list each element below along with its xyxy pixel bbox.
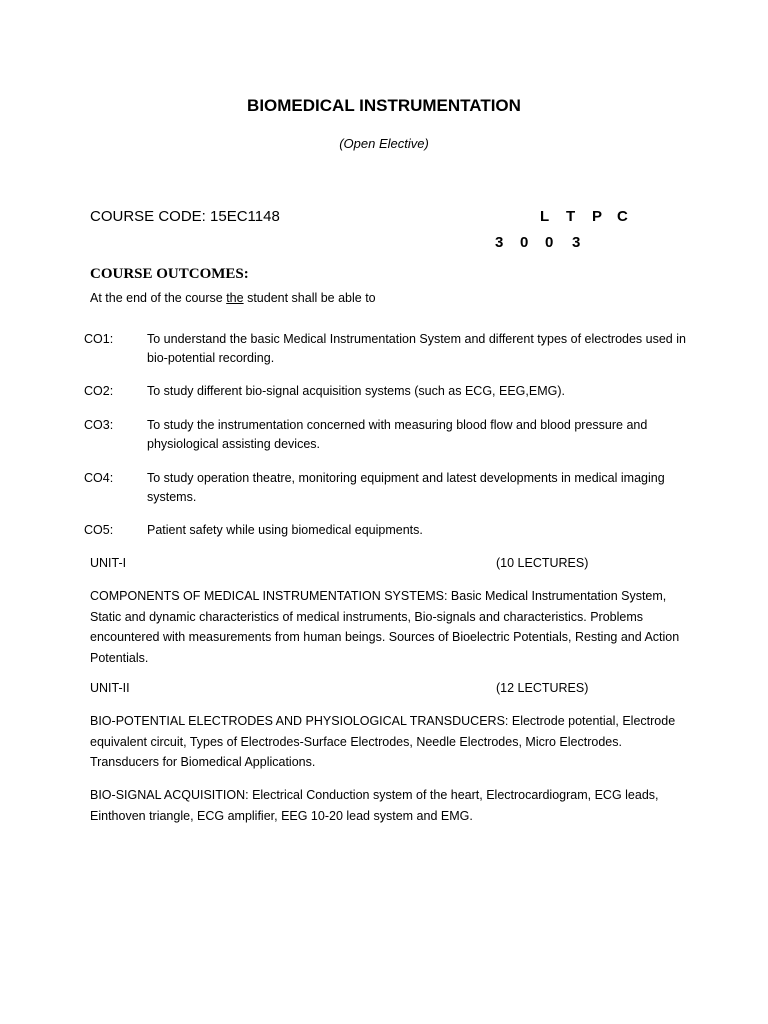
intro-after: student shall be able to xyxy=(243,291,376,305)
ltpc-headers xyxy=(540,208,628,225)
ltpc-header-c: C xyxy=(617,208,628,225)
outcome-text-co3: To study the instrumentation concerned with measuring blood flow and blood pressure and physiological assisting devices. xyxy=(147,418,648,451)
unit-2-lectures: (12 LECTURES) xyxy=(496,681,589,695)
ltpc-header-t: T xyxy=(566,208,576,225)
outcome-text-co1: To understand the basic Medical Instrumentation System and different types of electrodes used in bio-potential recording. xyxy=(147,332,686,365)
course-code: COURSE CODE: 15EC1148 xyxy=(90,208,280,225)
ltpc-value-l: 3 xyxy=(495,234,504,251)
intro-before: At the end of the course xyxy=(90,291,227,305)
outcome-label-co3: CO3: xyxy=(84,418,114,432)
outcome-label-co1: CO1: xyxy=(84,332,114,346)
outcome-text-co2: To study different bio-signal acquisition systems (such as ECG, EEG,EMG). xyxy=(147,384,565,398)
outcomes-heading: COURSE OUTCOMES: xyxy=(90,266,249,282)
outcomes-intro xyxy=(90,291,376,305)
ltpc-header-p: P xyxy=(592,208,603,225)
unit-2-paragraph-2: BIO-SIGNAL ACQUISITION: Electrical Conduction system of the heart, Electrocardiogram, ECG leads, Einthoven triangle, ECG amplifier, EEG 10-20 lead system and EMG. xyxy=(90,788,659,823)
document-title: BIOMEDICAL INSTRUMENTATION xyxy=(247,96,521,115)
unit-2-paragraph-1: BIO-POTENTIAL ELECTRODES AND PHYSIOLOGICAL TRANSDUCERS: Electrode potential, Electrode equivalent circuit, Types of Electrodes-Surface Electrodes, Needle Electrodes, Micro Electrodes. Transducers for Biomedical Applications. xyxy=(90,714,676,769)
ltpc-header-l: L xyxy=(540,208,550,225)
outcome-label-co2: CO2: xyxy=(84,384,114,398)
ltpc-value-t: 0 xyxy=(520,234,529,251)
intro-underlined: the xyxy=(226,291,244,305)
unit-1-lectures: (10 LECTURES) xyxy=(496,556,589,570)
ltpc-value-p: 0 xyxy=(545,234,554,251)
document-subtitle: (Open Elective) xyxy=(339,136,429,151)
outcome-label-co4: CO4: xyxy=(84,471,114,485)
unit-1-paragraph: COMPONENTS OF MEDICAL INSTRUMENTATION SYSTEMS: Basic Medical Instrumentation System, Static and dynamic characteristics of medical instruments, Bio-signals and characteristics. Problems encountered with measurements from human beings. Sources of Bioelectric Potentials, Resting and Action Potentials. xyxy=(90,589,680,665)
outcome-label-co5: CO5: xyxy=(84,523,114,537)
outcome-text-co5: Patient safety while using biomedical equipments. xyxy=(147,523,423,537)
ltpc-values xyxy=(495,234,580,251)
unit-2-label: UNIT-II xyxy=(90,681,130,695)
ltpc-value-c: 3 xyxy=(572,234,581,251)
outcome-text-co4: To study operation theatre, monitoring equipment and latest developments in medical imaging systems. xyxy=(147,471,665,504)
unit-1-label: UNIT-I xyxy=(90,556,127,570)
